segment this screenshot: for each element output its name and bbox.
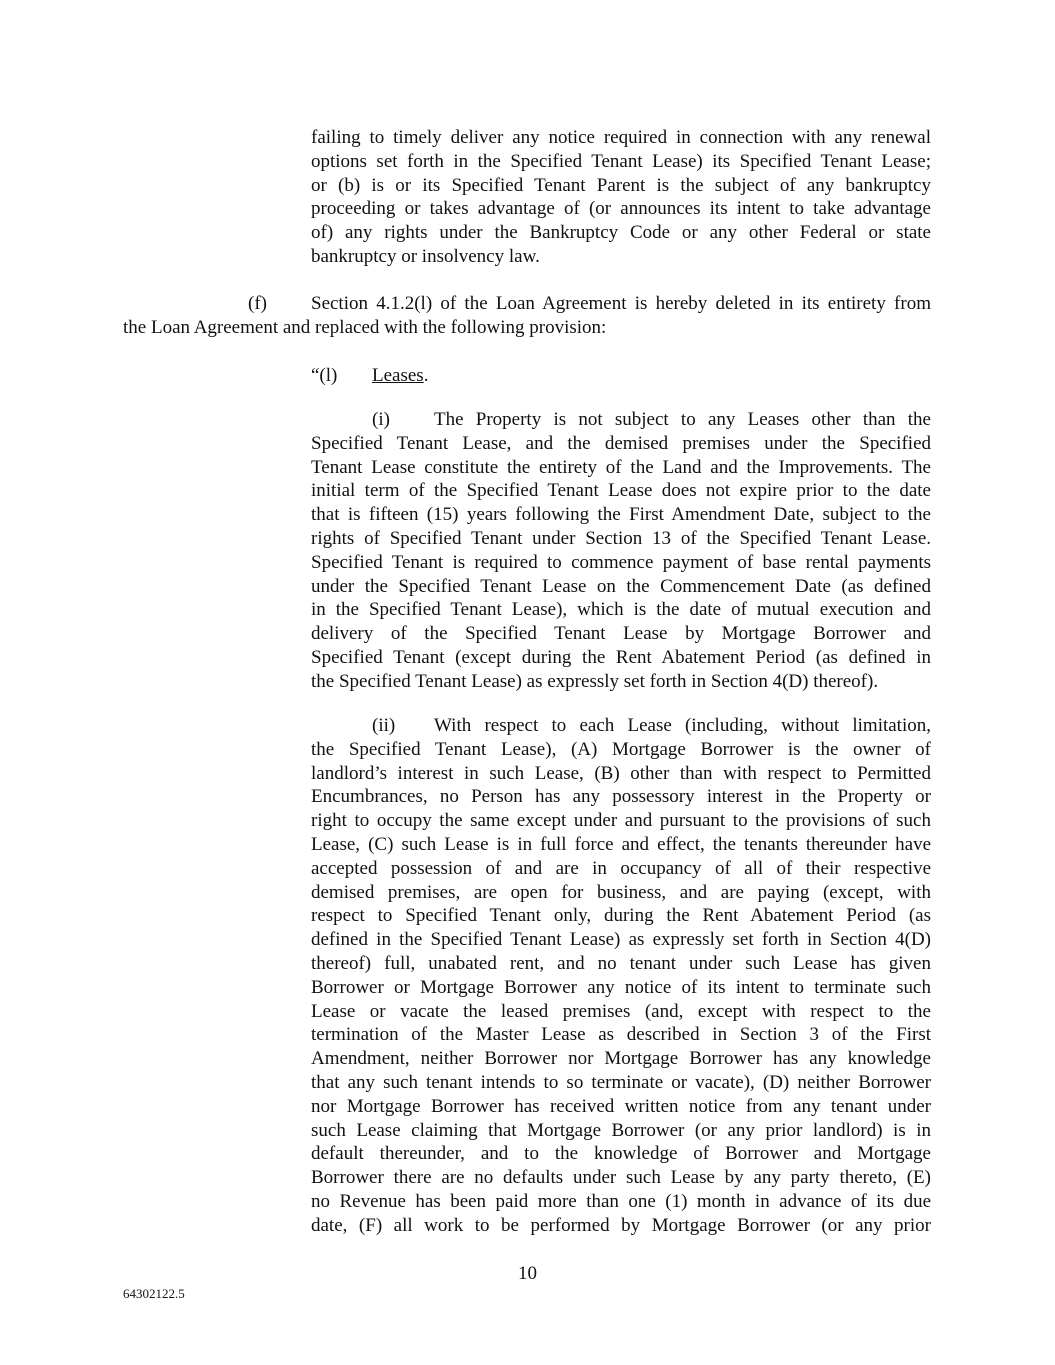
text-line: the Specified Tenant Lease) as expressly set forth in Section 4(D) thereof).: [311, 670, 879, 692]
text-line: Section 4.1.2(l) of the Loan Agreement is hereby deleted in its entirety from: [311, 293, 931, 314]
text-line: that is fifteen (15) years following the First Amendment Date, subject to the: [311, 504, 931, 526]
text-line: nor Mortgage Borrower has received written notice from any tenant under: [311, 1095, 931, 1117]
text-line: landlord’s interest in such Lease, (B) other than with respect to Permitted: [311, 762, 931, 784]
text-line: Specified Tenant Lease, and the demised premises under the Specified: [311, 432, 931, 454]
text-line: Encumbrances, no Person has any possessory interest in the Property or: [311, 786, 931, 808]
text-line: such Lease claiming that Mortgage Borrower (or any prior landlord) is in: [311, 1119, 931, 1141]
text-line: that any such tenant intends to so terminate or vacate), (D) neither Borrower: [311, 1071, 931, 1093]
subsection-l-marker: “(l): [311, 365, 338, 386]
text-line: the Specified Tenant Lease), (A) Mortgage Borrower is the owner of: [311, 738, 931, 760]
leases-heading: Leases: [372, 365, 424, 386]
text-line: Lease, (C) such Lease is in full force and effect, the tenants thereunder have: [311, 833, 931, 855]
text-line: right to occupy the same except under and pursuant to the provisions of such: [311, 810, 931, 832]
section-f-marker: (f): [248, 293, 267, 314]
para-i-marker: (i): [372, 409, 390, 430]
text-line: Specified Tenant is required to commence payment of base rental payments: [311, 551, 931, 573]
top-paragraph: [311, 126, 931, 269]
text-line: default thereunder, and to the knowledge of Borrower and Mortgage: [311, 1143, 931, 1165]
text-line: Lease or vacate the leased premises (and, except with respect to the: [311, 1000, 931, 1022]
text-line: bankruptcy or insolvency law.: [311, 245, 540, 267]
text-line: respect to Specified Tenant only, during the Rent Abatement Period (as: [311, 905, 931, 927]
para-ii-marker: (ii): [372, 715, 396, 736]
para-i: [311, 408, 931, 694]
text-line: demised premises, are open for business, and are paying (except, with: [311, 881, 931, 903]
text-line: options set forth in the Specified Tenant Lease) its Specified Tenant Lease;: [311, 150, 931, 172]
text-line: Specified Tenant (except during the Rent Abatement Period (as defined in: [311, 646, 931, 668]
subsection-l-title: [372, 364, 428, 388]
text-line: accepted possession of and are in occupancy of all of their respective: [311, 857, 931, 879]
text-line: the Loan Agreement and replaced with the following provision:: [123, 317, 607, 338]
text-line: or (b) is or its Specified Tenant Parent is the subject of any bankruptcy: [311, 174, 931, 196]
page-number: 10: [518, 1263, 537, 1284]
text-line: rights of Specified Tenant under Section 13 of the Specified Tenant Lease.: [311, 527, 931, 549]
document-id: 64302122.5: [123, 1286, 185, 1301]
text-line: termination of the Master Lease as described in Section 3 of the First: [311, 1024, 931, 1046]
text-line: thereof) full, unabated rent, and no tenant under such Lease has given: [311, 952, 931, 974]
text-line: in the Specified Tenant Lease), which is the date of mutual execution and: [311, 599, 931, 621]
text-line: of) any rights under the Bankruptcy Code or any other Federal or state: [311, 222, 931, 244]
text-line: Borrower there are no defaults under such Lease by any party thereto, (E): [311, 1167, 931, 1189]
text-line: The Property is not subject to any Leases other than the: [434, 409, 931, 430]
text-line: failing to timely deliver any notice required in connection with any renewal: [311, 127, 931, 148]
text-line: Tenant Lease constitute the entirety of the Land and the Improvements. The: [311, 456, 931, 478]
text-line: no Revenue has been paid more than one (1) month in advance of its due: [311, 1190, 931, 1212]
section-f-paragraph: [123, 292, 931, 340]
heading-period: .: [423, 365, 429, 386]
text-line: date, (F) all work to be performed by Mortgage Borrower (or any prior: [311, 1214, 931, 1236]
text-line: under the Specified Tenant Lease on the Commencement Date (as defined: [311, 575, 931, 597]
text-line: With respect to each Lease (including, without limitation,: [434, 715, 931, 736]
text-line: initial term of the Specified Tenant Lease does not expire prior to the date: [311, 480, 931, 502]
text-line: defined in the Specified Tenant Lease) as expressly set forth in Section 4(D): [311, 929, 931, 951]
text-line: Borrower or Mortgage Borrower any notice of its intent to terminate such: [311, 976, 931, 998]
text-line: delivery of the Specified Tenant Lease by Mortgage Borrower and: [311, 623, 931, 645]
text-line: proceeding or takes advantage of (or announces its intent to take advantage: [311, 198, 931, 220]
text-line: Amendment, neither Borrower nor Mortgage Borrower has any knowledge: [311, 1048, 931, 1070]
para-ii: [311, 714, 931, 1238]
